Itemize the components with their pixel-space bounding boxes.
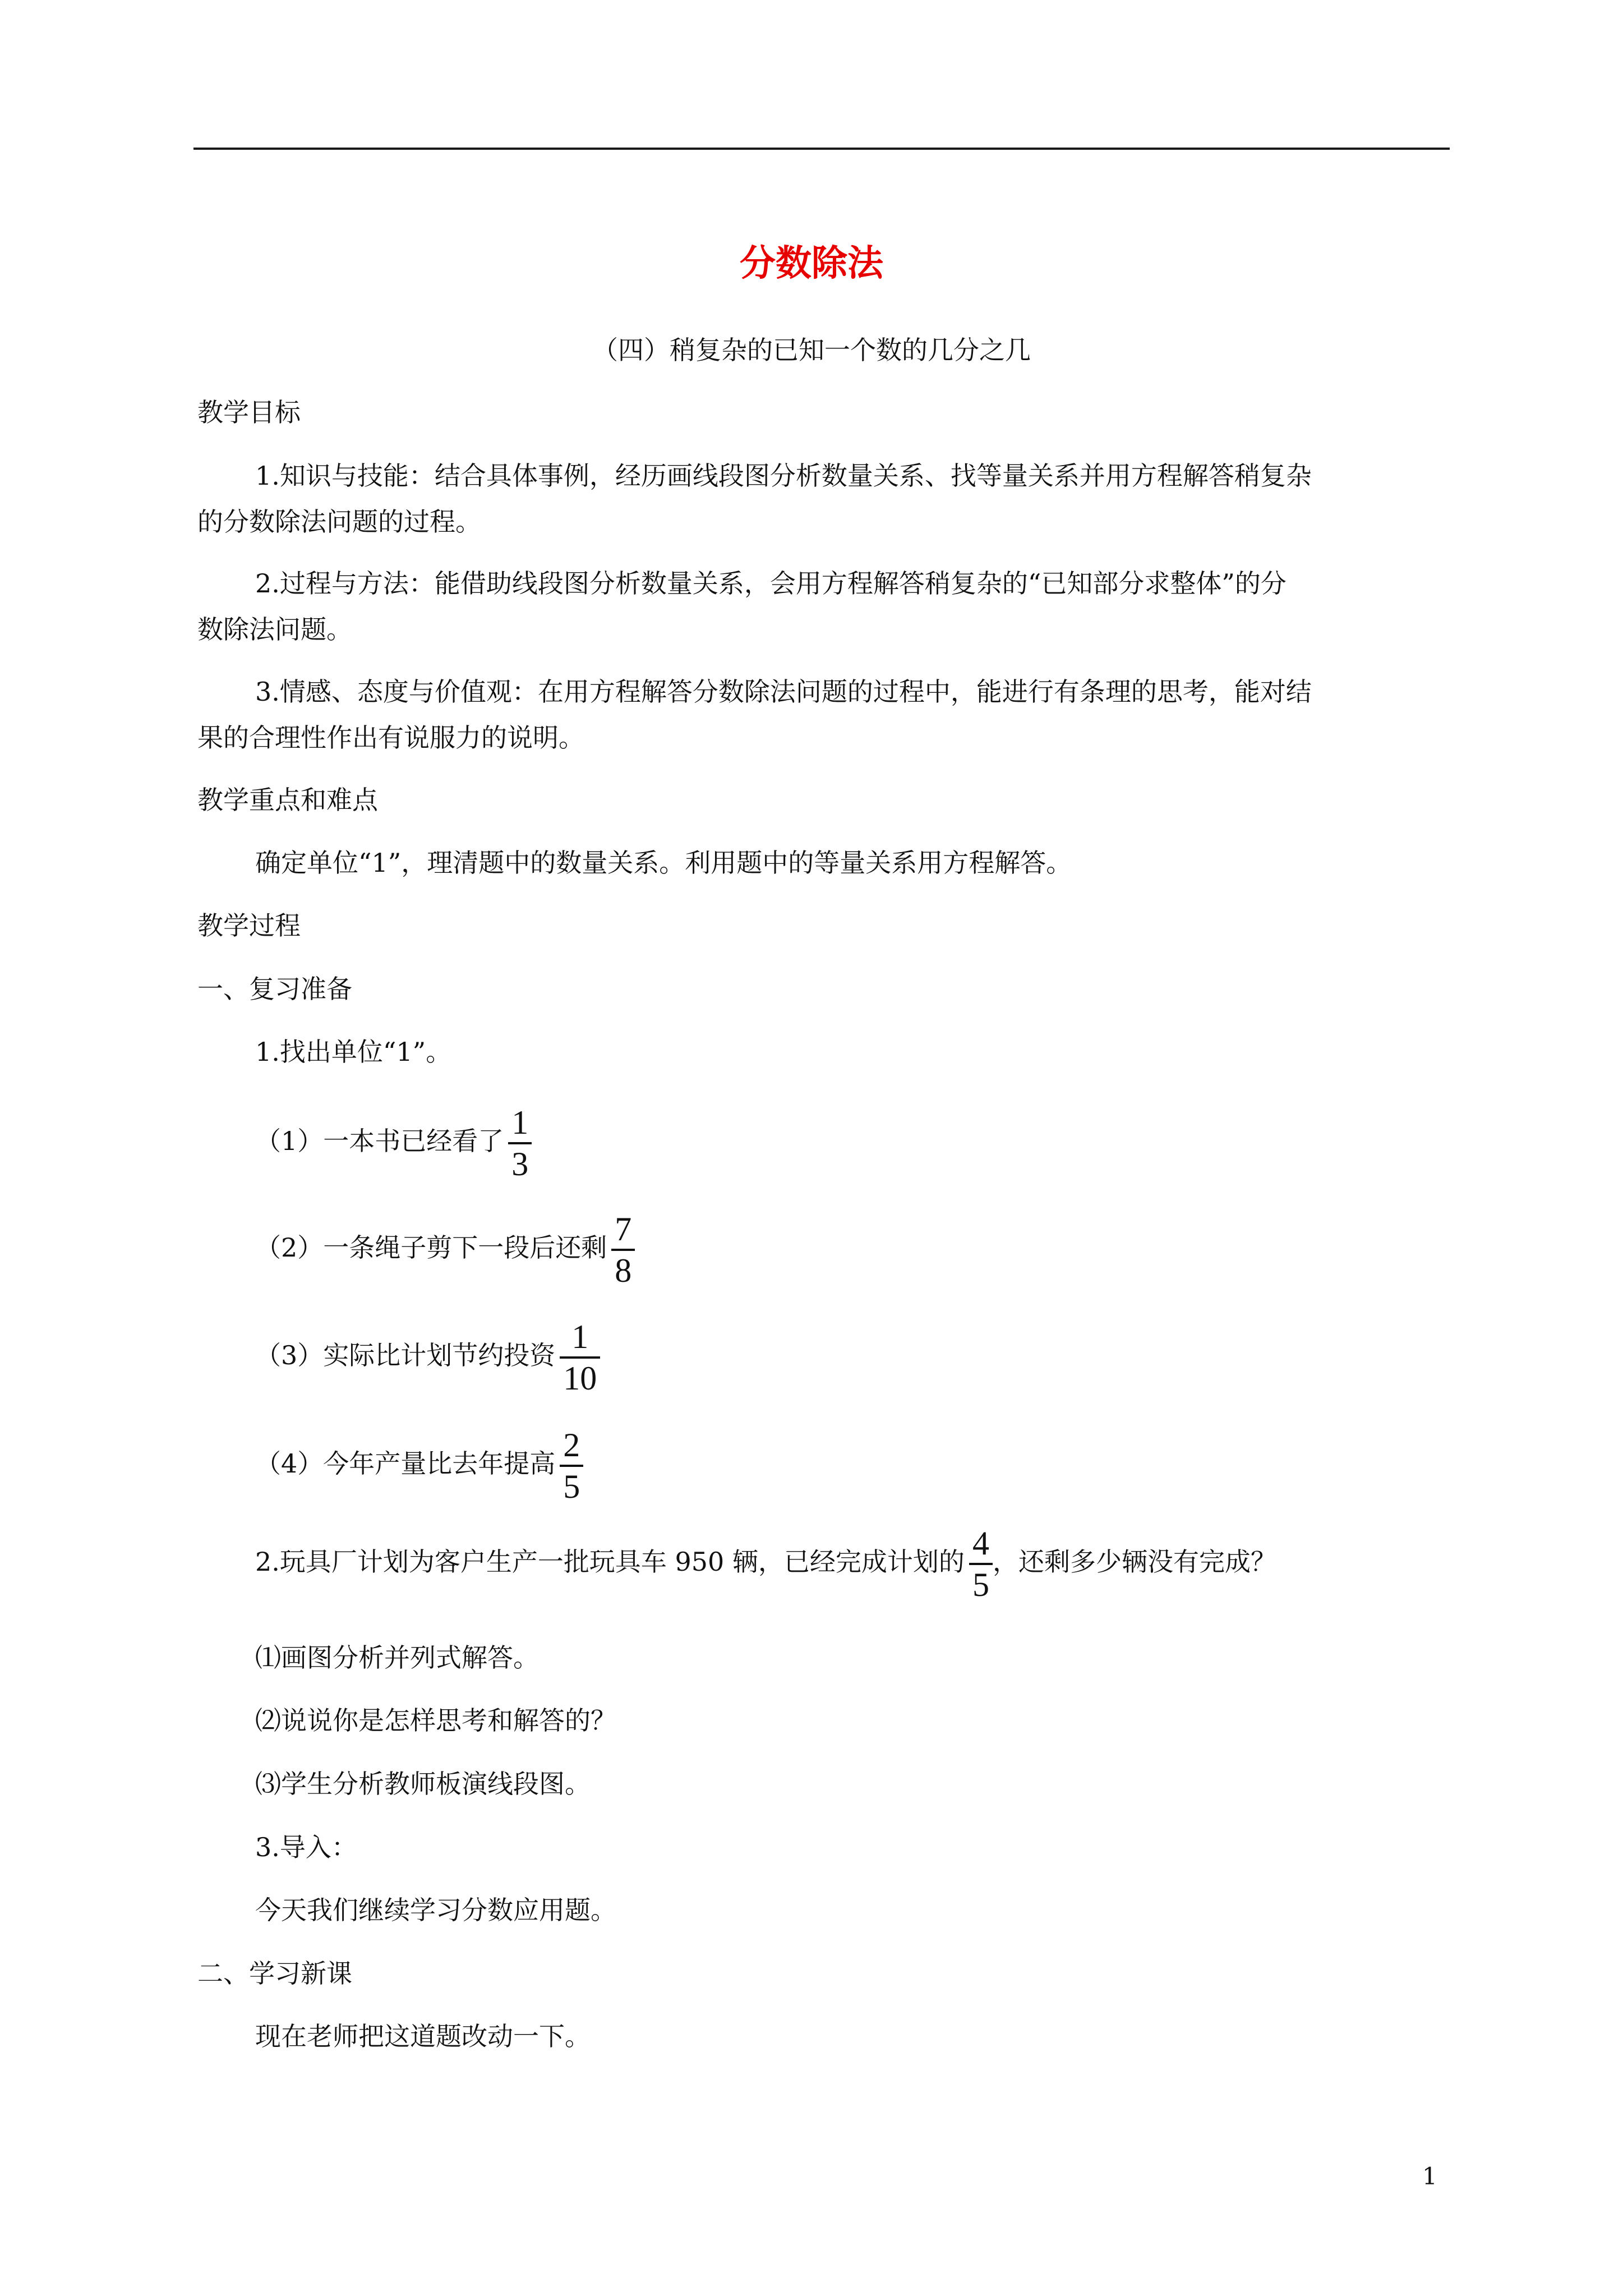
fraction-numerator: 2: [560, 1428, 583, 1467]
objective-1-line-2: 的分数除法问题的过程。: [197, 507, 481, 537]
problem-2-text-before: 2.玩具厂计划为客户生产一批玩具车 950 辆，已经完成计划的: [255, 1547, 965, 1577]
fraction-4-5: [969, 1526, 993, 1602]
fraction-1-10: [560, 1319, 600, 1396]
question-2: [255, 1212, 635, 1288]
problem-2-text-after: ，还剩多少辆没有完成？: [992, 1547, 1276, 1577]
objective-3-line-2: 果的合理性作出有说服力的说明。: [197, 723, 584, 753]
fraction-numerator: 1: [508, 1105, 532, 1144]
fraction-denominator: 5: [972, 1566, 989, 1603]
process-heading: 教学过程: [197, 910, 301, 941]
question-3-text: （3）实际比计划节约投资: [255, 1340, 556, 1370]
problem-2: [255, 1526, 1276, 1602]
sub-item-3: ⑶学生分析教师板演线段图。: [255, 1769, 591, 1799]
objectives-heading: 教学目标: [197, 397, 301, 427]
fraction-denominator: 10: [563, 1360, 597, 1397]
question-2-text: （2）一条绳子剪下一段后还剩: [255, 1232, 607, 1263]
sub-item-1: ⑴画图分析并列式解答。: [255, 1642, 539, 1673]
objective-3-line-1: 3.情感、态度与价值观：在用方程解答分数除法问题的过程中，能进行有条理的思考，能对结: [255, 677, 1312, 707]
fraction-numerator: 7: [611, 1212, 635, 1251]
objective-1-line-1: 1.知识与技能：结合具体事例，经历画线段图分析数量关系、找等量关系并用方程解答稍复杂: [255, 461, 1312, 491]
find-unit-prompt: 1.找出单位“1”。: [255, 1037, 452, 1067]
key-points-heading: 教学重点和难点: [197, 785, 378, 815]
question-4-text: （4）今年产量比去年提高: [255, 1448, 556, 1479]
fraction-denominator: 8: [615, 1252, 632, 1289]
fraction-numerator: 4: [969, 1526, 993, 1565]
objective-2-line-2: 数除法问题。: [197, 614, 352, 645]
fraction-2-5: [560, 1428, 583, 1504]
section-2-heading: 二、学习新课: [197, 1958, 352, 1989]
question-3: [255, 1319, 600, 1396]
intro-label: 3.导入：: [255, 1832, 357, 1862]
question-1-text: （1）一本书已经看了: [255, 1126, 504, 1156]
new-lesson-text: 现在老师把这道题改动一下。: [255, 2021, 591, 2051]
sub-item-2: ⑵说说你是怎样思考和解答的？: [255, 1705, 616, 1736]
fraction-denominator: 5: [563, 1468, 580, 1505]
page-number: 1: [1422, 2162, 1437, 2190]
document-subtitle: （四）稍复杂的已知一个数的几分之几: [592, 335, 1031, 365]
section-1-heading: 一、复习准备: [197, 974, 352, 1004]
question-4: [255, 1428, 583, 1504]
fraction-1-3: [508, 1105, 532, 1181]
intro-text: 今天我们继续学习分数应用题。: [255, 1895, 616, 1925]
fraction-denominator: 3: [511, 1145, 529, 1182]
fraction-7-8: [611, 1212, 635, 1288]
document-title: 分数除法: [740, 243, 883, 284]
header-rule: [193, 148, 1450, 150]
objective-2-line-1: 2.过程与方法：能借助线段图分析数量关系，会用方程解答稍复杂的“已知部分求整体”的分: [255, 568, 1287, 599]
question-1: [255, 1105, 532, 1181]
fraction-numerator: 1: [560, 1319, 600, 1359]
key-points-text: 确定单位“1”，理清题中的数量关系。利用题中的等量关系用方程解答。: [255, 848, 1072, 878]
